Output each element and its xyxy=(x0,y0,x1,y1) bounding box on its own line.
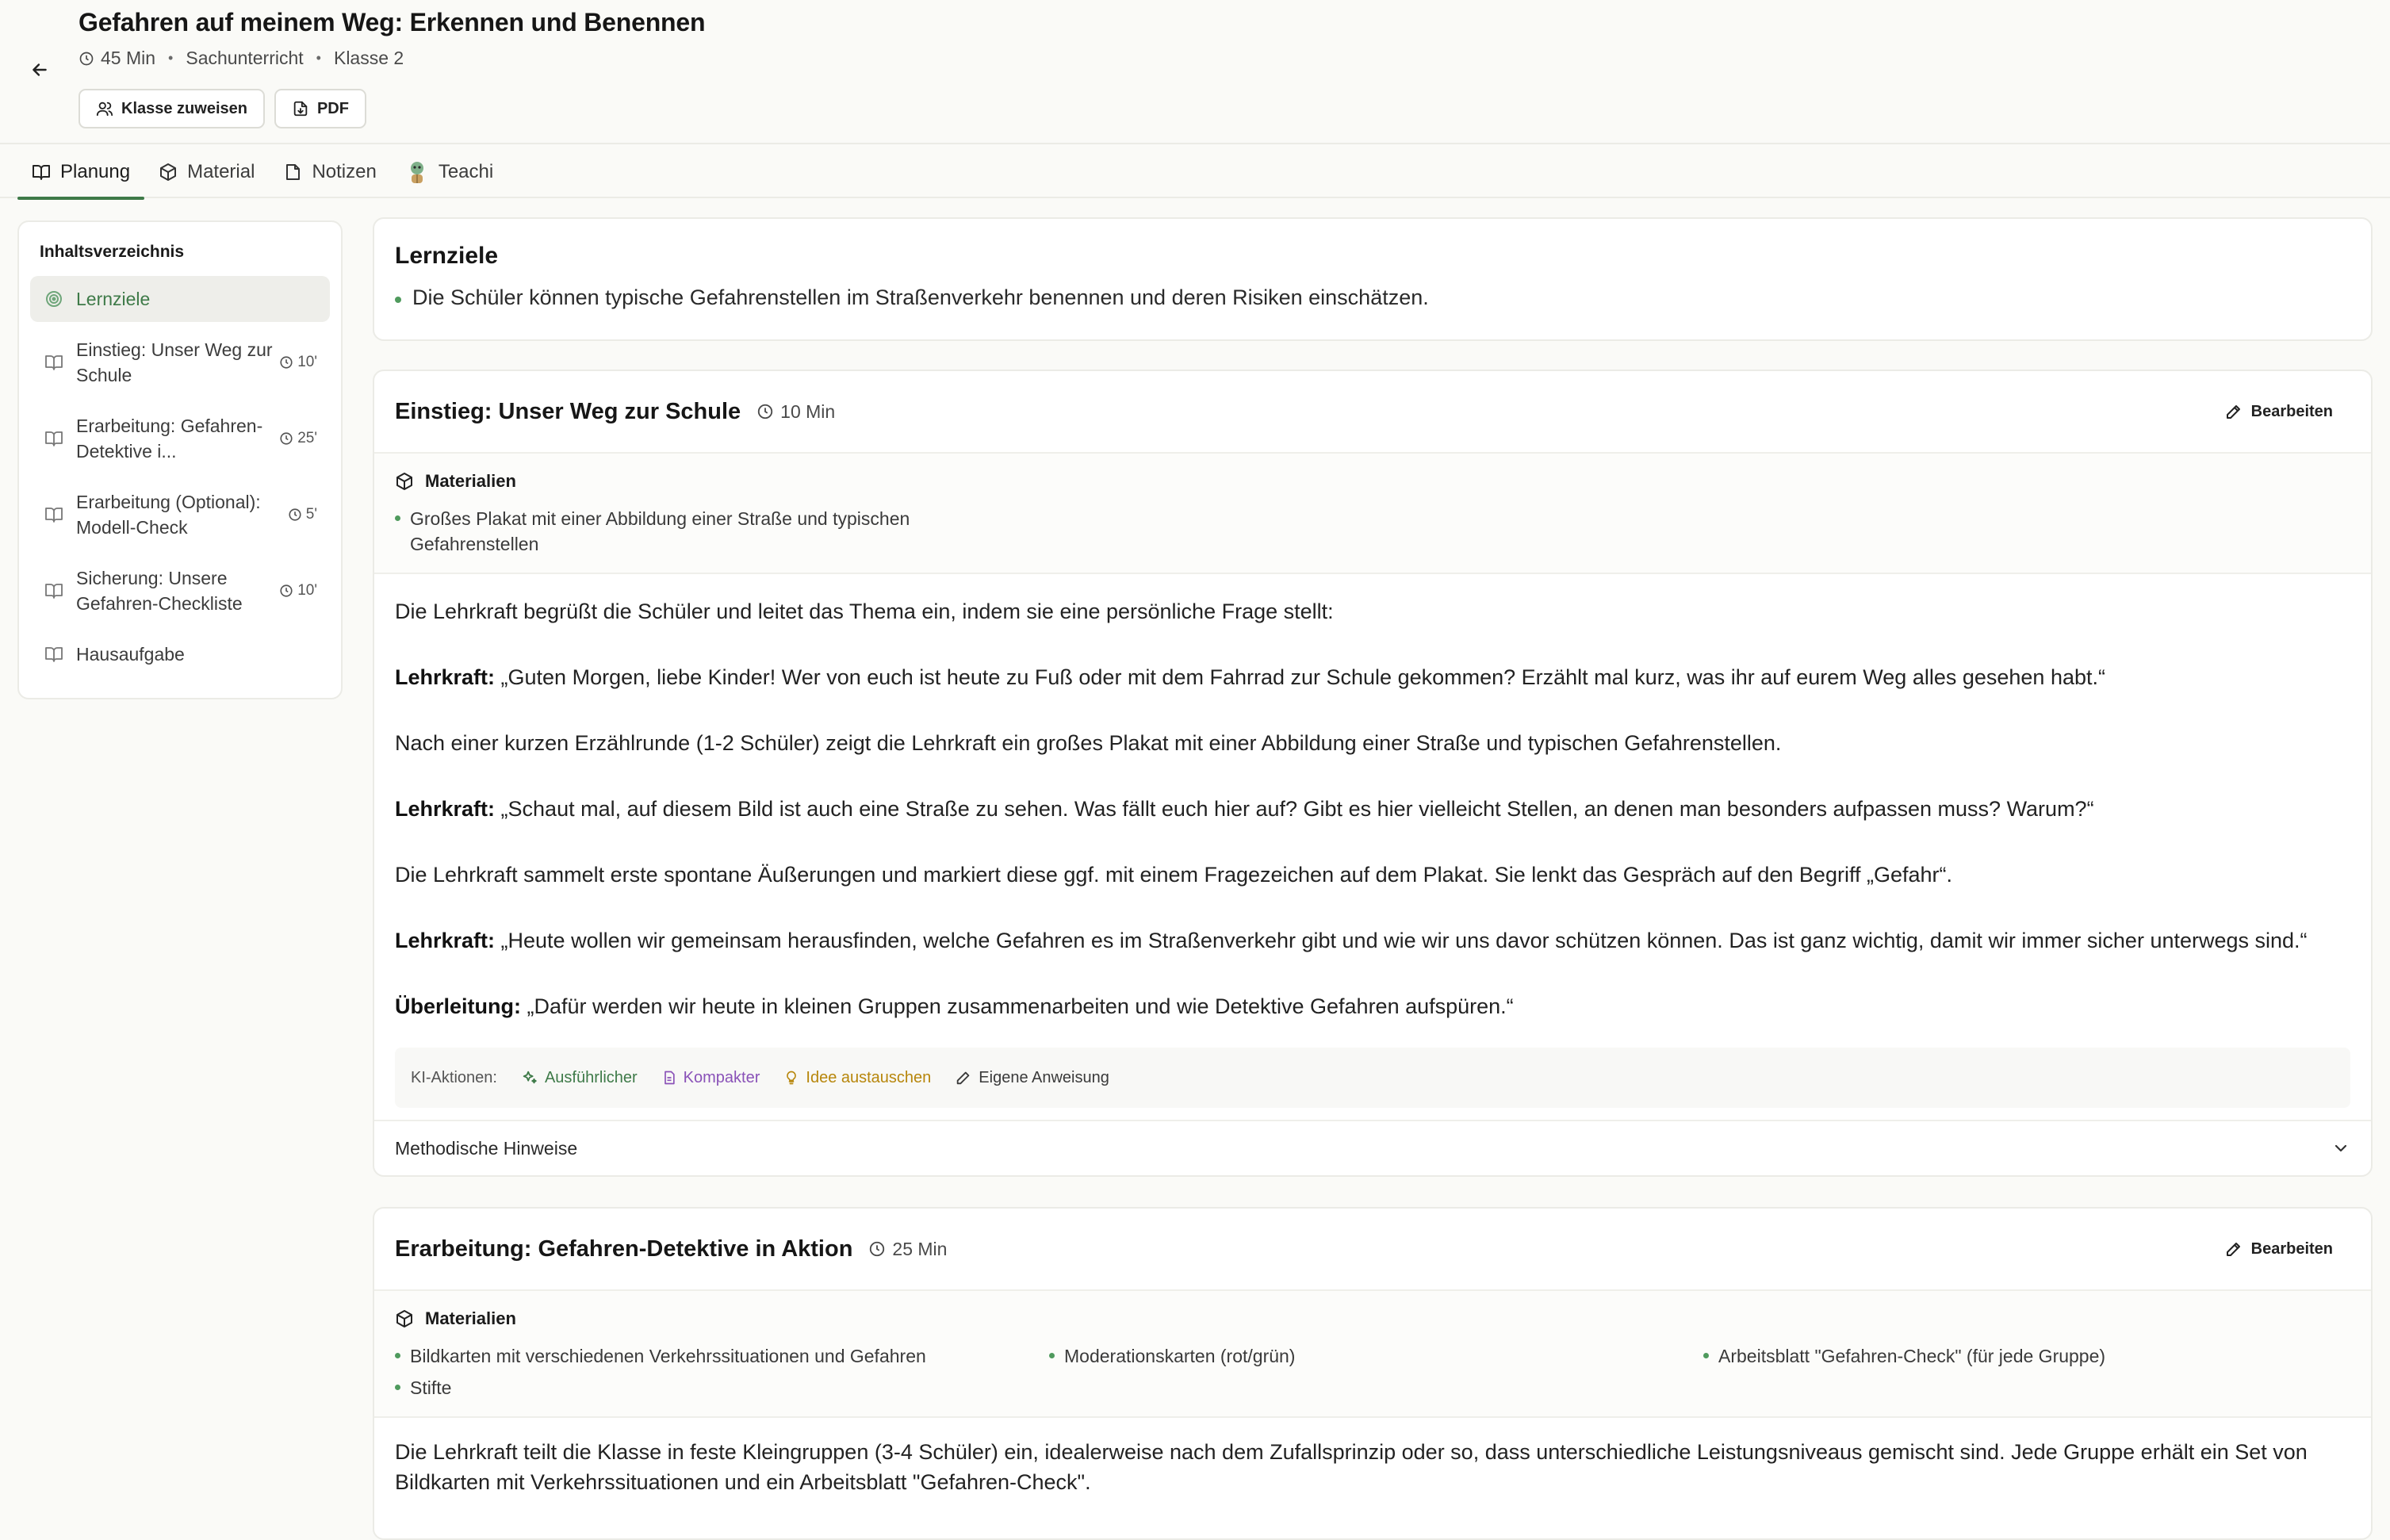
toc-item-erarbeitung-optional[interactable] xyxy=(30,479,330,550)
book-icon xyxy=(44,429,63,448)
pdf-button[interactable] xyxy=(274,89,366,128)
material-item xyxy=(395,1375,1049,1400)
ai-actions-label: KI-Aktionen: xyxy=(411,1068,497,1086)
materials-panel xyxy=(374,454,2371,574)
ai-action-elaborate[interactable] xyxy=(521,1069,638,1087)
page-title: Gefahren auf meinem Weg: Erkennen und Benennen xyxy=(79,8,706,36)
toc-item-label: Sicherung: Unsere Gefahren-Checkliste xyxy=(76,568,243,614)
learning-goals-card xyxy=(373,217,2373,341)
material-item xyxy=(395,1343,1049,1369)
paragraph-text: „Schaut mal, auf diesem Bild ist auch eine Straße zu sehen. Was fällt euch hier auf? Gibt es hier vielleicht Stellen, an denen man besonders aufpassen muss? Warum?“ xyxy=(495,797,2094,821)
book-icon xyxy=(44,581,63,600)
assign-class-button[interactable] xyxy=(79,89,265,128)
bullet-dot xyxy=(1703,1353,1709,1358)
toc-duration-value: 25' xyxy=(297,430,317,446)
clock-icon xyxy=(279,431,293,446)
speaker-label: Lehrkraft: xyxy=(395,665,496,689)
paragraph xyxy=(395,728,2350,758)
meta-separator: • xyxy=(168,50,174,66)
methodical-notes-toggle[interactable] xyxy=(374,1120,2371,1175)
bullet-dot xyxy=(395,1385,400,1390)
materials-title xyxy=(395,1308,2350,1329)
ai-action-label: Eigene Anweisung xyxy=(979,1068,1109,1086)
pencil-icon xyxy=(2224,402,2243,421)
clock-icon xyxy=(868,1240,886,1258)
section-duration xyxy=(868,1239,947,1260)
ai-action-label: Kompakter xyxy=(683,1068,760,1086)
section-title: Erarbeitung: Gefahren-Detektive in Aktion xyxy=(395,1235,853,1262)
assign-class-label: Klasse zuweisen xyxy=(121,99,247,117)
clock-icon xyxy=(79,51,94,67)
ai-action-label: Ausführlicher xyxy=(544,1068,638,1086)
book-open-icon xyxy=(32,163,51,182)
edit-label: Bearbeiten xyxy=(2250,402,2333,420)
tab-material[interactable] xyxy=(144,146,269,198)
paragraph xyxy=(395,1437,2350,1497)
ai-action-compact[interactable] xyxy=(661,1069,760,1087)
lesson-duration: 45 Min xyxy=(101,48,156,68)
tab-teachi[interactable] xyxy=(391,146,507,198)
materials-panel xyxy=(374,1291,2371,1418)
learning-goal-text: Die Schüler können typische Gefahrenstellen im Straßenverkehr benennen und deren Risiken einschätzen. xyxy=(412,285,1429,309)
material-text: Bildkarten mit verschiedenen Verkehrssituationen und Gefahren xyxy=(410,1346,926,1366)
paragraph xyxy=(395,794,2350,824)
pencil-icon xyxy=(2224,1239,2243,1258)
package-icon xyxy=(159,163,178,182)
tab-label: Teachi xyxy=(438,161,494,182)
view-tabs xyxy=(0,146,2390,198)
paragraph-text: „Guten Morgen, liebe Kinder! Wer von euch ist heute zu Fuß oder mit dem Fahrrad zur Schule gekommen? Erzählt mal kurz, was ihr auf eurem Weg alles gesehen habt.“ xyxy=(495,665,2105,689)
book-icon xyxy=(44,505,63,524)
users-icon xyxy=(96,100,113,117)
toc-title: Inhaltsverzeichnis xyxy=(40,243,185,261)
section-card-erarbeitung xyxy=(373,1207,2373,1540)
teachi-avatar-icon xyxy=(405,159,429,185)
meta-separator: • xyxy=(316,50,321,66)
chevron-down-icon xyxy=(2331,1139,2350,1158)
table-of-contents xyxy=(17,220,343,699)
toc-duration-value: 10' xyxy=(297,582,317,599)
toc-item-duration xyxy=(279,354,317,371)
paragraph-text: Die Lehrkraft begrüßt die Schüler und leitet das Thema ein, indem sie eine persönliche Frage stellt: xyxy=(395,600,1334,623)
package-icon xyxy=(395,1309,414,1328)
section-body xyxy=(374,574,2371,1021)
materials-title-label: Materialien xyxy=(425,1308,516,1328)
tab-label: Material xyxy=(187,161,255,182)
section-header xyxy=(374,1209,2371,1291)
clock-icon xyxy=(288,508,302,522)
toc-item-hausaufgabe[interactable] xyxy=(30,631,330,677)
lesson-meta xyxy=(79,48,404,69)
toc-item-duration xyxy=(279,582,317,600)
bullet-dot xyxy=(395,1353,400,1358)
learning-goals-title: Lernziele xyxy=(395,243,499,269)
paragraph xyxy=(395,596,2350,626)
edit-button[interactable] xyxy=(2207,1233,2350,1265)
tab-label: Notizen xyxy=(312,161,377,182)
material-item xyxy=(1703,1343,2357,1369)
materials-title-label: Materialien xyxy=(425,471,516,491)
paragraph xyxy=(395,925,2350,956)
section-header xyxy=(374,371,2371,454)
bullet-dot xyxy=(395,297,401,303)
ai-action-swap-idea[interactable] xyxy=(783,1069,931,1087)
speaker-label: Lehrkraft: xyxy=(395,797,496,821)
section-duration-value: 10 Min xyxy=(780,400,836,422)
toc-item-einstieg[interactable] xyxy=(30,327,330,398)
bullet-dot xyxy=(395,515,400,521)
material-item xyxy=(1049,1343,1703,1369)
toc-item-label: Erarbeitung: Gefahren-Detektive i... xyxy=(76,416,263,462)
file-download-icon xyxy=(292,100,309,117)
page-header xyxy=(0,0,2390,144)
paragraph-text: Die Lehrkraft sammelt erste spontane Äußerungen und markiert diese ggf. mit einem Fragezeichen auf dem Plakat. Sie lenkt das Gespräch auf den Begriff „Gefahr“. xyxy=(395,863,1952,887)
section-duration-value: 25 Min xyxy=(892,1238,948,1259)
pdf-label: PDF xyxy=(316,99,349,117)
clock-icon xyxy=(279,584,293,598)
section-card-einstieg xyxy=(373,370,2373,1177)
note-icon xyxy=(283,163,302,182)
paragraph xyxy=(395,860,2350,890)
materials-title xyxy=(395,471,2350,492)
arrow-left-icon xyxy=(29,59,50,80)
paragraph xyxy=(395,662,2350,692)
target-icon xyxy=(44,289,63,308)
edit-button[interactable] xyxy=(2207,396,2350,427)
material-text: Moderationskarten (rot/grün) xyxy=(1064,1346,1296,1366)
toc-item-duration xyxy=(279,430,317,447)
clock-icon xyxy=(756,403,774,420)
bullet-dot xyxy=(1049,1353,1055,1358)
toc-item-sicherung[interactable] xyxy=(30,555,330,626)
tab-label: Planung xyxy=(60,161,131,182)
lesson-subject: Sachunterricht xyxy=(186,48,304,68)
ai-actions-bar xyxy=(395,1048,2350,1108)
book-icon xyxy=(44,645,63,664)
sparkles-icon xyxy=(521,1069,538,1086)
toc-item-duration xyxy=(288,506,317,523)
tab-planung[interactable] xyxy=(17,146,144,198)
tab-notizen[interactable] xyxy=(269,146,390,198)
material-text: Großes Plakat mit einer Abbildung einer Straße und typischen Gefahrenstellen xyxy=(410,508,910,554)
edit-label: Bearbeiten xyxy=(2250,1239,2333,1258)
section-title: Einstieg: Unser Weg zur Schule xyxy=(395,398,741,424)
materials-list xyxy=(395,1343,2350,1400)
document-icon xyxy=(661,1069,677,1086)
lesson-grade: Klasse 2 xyxy=(333,48,404,68)
learning-goal-item xyxy=(395,285,2350,310)
toc-item-erarbeitung[interactable] xyxy=(30,403,330,474)
section-body xyxy=(374,1418,2371,1497)
material-text: Stifte xyxy=(410,1377,452,1398)
transition-label: Überleitung: xyxy=(395,994,521,1018)
paragraph-text: „Heute wollen wir gemeinsam herausfinden, welche Gefahren es im Straßenverkehr gibt und wie wir uns davor schützen können. Das ist ganz wichtig, damit wir immer sicher unterwegs sind.“ xyxy=(495,929,2308,952)
toc-item-lernziele[interactable] xyxy=(30,276,330,322)
toc-item-label: Lernziele xyxy=(76,289,151,309)
materials-list xyxy=(395,506,2350,557)
paragraph xyxy=(395,991,2350,1021)
back-button[interactable] xyxy=(24,54,56,86)
pencil-icon xyxy=(955,1069,972,1086)
methodical-notes-label: Methodische Hinweise xyxy=(395,1137,578,1159)
material-text: Arbeitsblatt "Gefahren-Check" (für jede Gruppe) xyxy=(1718,1346,2106,1366)
paragraph-text: Die Lehrkraft teilt die Klasse in feste Kleingruppen (3-4 Schüler) ein, idealerweise nach dem Zufallsprinzip oder so, dass unterschiedliche Leistungsniveaus gemischt sind. Jede Gruppe erhält ein Set von Bildkarten mit Verkehrssituationen und ein Arbeitsblatt "Gefahren-Check". xyxy=(395,1440,2308,1494)
toc-item-label: Erarbeitung (Optional): Modell-Check xyxy=(76,492,261,538)
ai-action-label: Idee austauschen xyxy=(806,1068,932,1086)
ai-action-custom-instruction[interactable] xyxy=(955,1069,1109,1087)
section-duration xyxy=(756,401,835,423)
toc-duration-value: 10' xyxy=(297,354,317,370)
speaker-label: Lehrkraft: xyxy=(395,929,496,952)
paragraph-text: „Dafür werden wir heute in kleinen Gruppen zusammenarbeiten und wie Detektive Gefahren aufspüren.“ xyxy=(521,994,1514,1018)
paragraph-text: Nach einer kurzen Erzählrunde (1-2 Schüler) zeigt die Lehrkraft ein großes Plakat mit einer Abbildung einer Straße und typischen Gefahrenstellen. xyxy=(395,731,1782,755)
toc-item-label: Einstieg: Unser Weg zur Schule xyxy=(76,339,273,385)
package-icon xyxy=(395,472,414,491)
lightbulb-icon xyxy=(783,1069,799,1086)
toc-item-label: Hausaufgabe xyxy=(76,644,185,665)
material-item xyxy=(395,506,950,557)
header-actions xyxy=(79,89,366,128)
book-icon xyxy=(44,353,63,372)
toc-duration-value: 5' xyxy=(305,506,317,523)
clock-icon xyxy=(279,355,293,370)
